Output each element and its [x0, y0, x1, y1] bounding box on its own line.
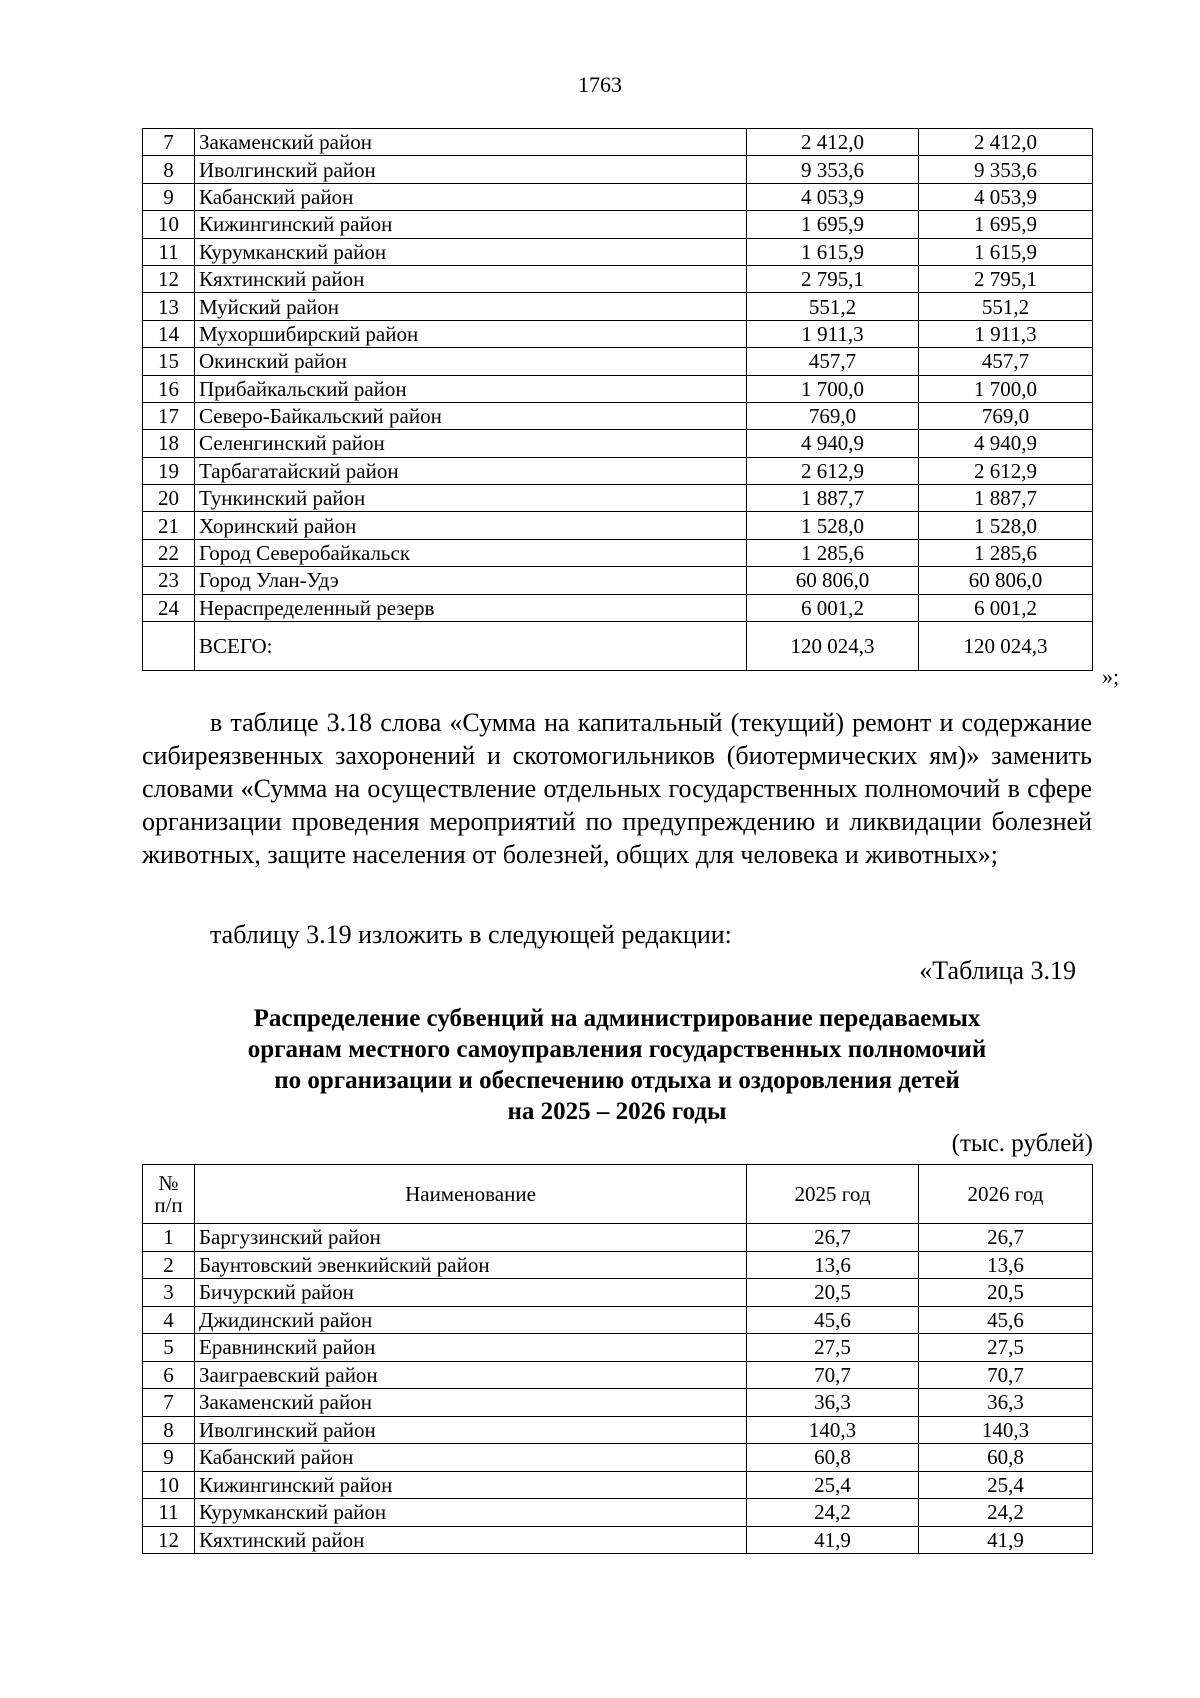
table-row	[143, 129, 1093, 156]
row-number: 19	[143, 457, 195, 484]
district-name: Заиграевский район	[195, 1361, 747, 1389]
value-2026: 551,2	[919, 293, 1093, 320]
table-row	[143, 265, 1093, 292]
district-name: Курумканский район	[195, 238, 747, 265]
table-header-row	[143, 1165, 1093, 1224]
value-2025: 4 940,9	[747, 430, 919, 457]
table-row	[143, 156, 1093, 183]
value-2026: 1 700,0	[919, 375, 1093, 402]
table-title	[142, 1003, 1092, 1127]
row-number: 11	[143, 1499, 195, 1527]
value-2026: 41,9	[919, 1526, 1093, 1554]
district-name: Кабанский район	[195, 183, 747, 210]
row-number: 17	[143, 402, 195, 429]
value-2026: 26,7	[919, 1224, 1093, 1252]
total-row	[143, 622, 1093, 671]
value-2026: 4 940,9	[919, 430, 1093, 457]
value-2025: 140,3	[747, 1416, 919, 1444]
district-name: Бичурский район	[195, 1279, 747, 1307]
district-name: Тарбагатайский район	[195, 457, 747, 484]
district-name: Баунтовский эвенкийский район	[195, 1251, 747, 1279]
table-row	[143, 402, 1093, 429]
value-2025: 2 612,9	[747, 457, 919, 484]
value-2025: 1 695,9	[747, 211, 919, 238]
value-2026: 24,2	[919, 1499, 1093, 1527]
table-row	[143, 183, 1093, 210]
value-2026: 2 612,9	[919, 457, 1093, 484]
row-number: 5	[143, 1334, 195, 1362]
header-num	[143, 1165, 195, 1224]
row-number: 7	[143, 1389, 195, 1417]
row-number: 9	[143, 1444, 195, 1472]
value-2026: 4 053,9	[919, 183, 1093, 210]
value-2025: 9 353,6	[747, 156, 919, 183]
table-row	[143, 1416, 1093, 1444]
district-name: Селенгинский район	[195, 430, 747, 457]
value-2025: 769,0	[747, 402, 919, 429]
table-row	[143, 1361, 1093, 1389]
row-number: 4	[143, 1306, 195, 1334]
value-2025: 13,6	[747, 1251, 919, 1279]
value-2025: 1 911,3	[747, 320, 919, 347]
total-2025: 120 024,3	[747, 622, 919, 671]
value-2026: 9 353,6	[919, 156, 1093, 183]
table-title-line: Распределение субвенций на администрирование передаваемых	[253, 1005, 981, 1032]
table-replacement-paragraph: таблицу 3.19 изложить в следующей редакции:	[210, 920, 732, 949]
value-2025: 4 053,9	[747, 183, 919, 210]
value-2026: 36,3	[919, 1389, 1093, 1417]
value-2026: 1 285,6	[919, 539, 1093, 566]
table-row	[143, 348, 1093, 375]
value-2025: 2 795,1	[747, 265, 919, 292]
value-2025: 1 285,6	[747, 539, 919, 566]
table-row	[143, 211, 1093, 238]
value-2026: 140,3	[919, 1416, 1093, 1444]
district-name: Закаменский район	[195, 1389, 747, 1417]
row-number: 11	[143, 238, 195, 265]
row-number: 21	[143, 512, 195, 539]
row-number: 13	[143, 293, 195, 320]
subvention-distribution-table	[142, 1164, 1093, 1554]
row-number: 14	[143, 320, 195, 347]
row-number: 24	[143, 594, 195, 621]
value-2025: 25,4	[747, 1471, 919, 1499]
value-2025: 1 615,9	[747, 238, 919, 265]
district-name: Хоринский район	[195, 512, 747, 539]
value-2025: 2 412,0	[747, 129, 919, 156]
district-name: Джидинский район	[195, 1306, 747, 1334]
value-2026: 6 001,2	[919, 594, 1093, 621]
amendment-paragraph: в таблице 3.18 слова «Сумма на капитальный (текущий) ремонт и содержание сибиреязвенных захоронений и скотомогильников (биотермических ям)» заменить словами «Сумма на осуществление отдельных государственных полномочий в сфере организации проведения мероприятий по предупреждению и ликвидации болезней животных, защите населения от болезней, общих для человека и животных»;	[142, 708, 1092, 869]
table-row	[143, 1499, 1093, 1527]
header-name: Наименование	[195, 1165, 747, 1224]
value-2025: 41,9	[747, 1526, 919, 1554]
row-number: 9	[143, 183, 195, 210]
value-2026: 1 528,0	[919, 512, 1093, 539]
row-number: 15	[143, 348, 195, 375]
value-2025: 60 806,0	[747, 567, 919, 594]
table-row	[143, 1334, 1093, 1362]
value-2026: 25,4	[919, 1471, 1093, 1499]
value-2025: 36,3	[747, 1389, 919, 1417]
district-name: Город Улан-Удэ	[195, 567, 747, 594]
table-title-line: на 2025 – 2026 годы	[507, 1098, 727, 1125]
value-2025: 1 528,0	[747, 512, 919, 539]
table-row	[143, 320, 1093, 347]
value-2025: 1 887,7	[747, 485, 919, 512]
table-row	[143, 485, 1093, 512]
district-name: Кижингинский район	[195, 1471, 747, 1499]
value-2026: 20,5	[919, 1279, 1093, 1307]
value-2025: 27,5	[747, 1334, 919, 1362]
district-name: Мухоршибирский район	[195, 320, 747, 347]
value-2026: 2 795,1	[919, 265, 1093, 292]
value-2025: 70,7	[747, 1361, 919, 1389]
row-number: 22	[143, 539, 195, 566]
table-title-line: органам местного самоуправления государственных полномочий	[247, 1036, 987, 1063]
value-2025: 457,7	[747, 348, 919, 375]
district-name: Прибайкальский район	[195, 375, 747, 402]
table-row	[143, 238, 1093, 265]
value-2026: 27,5	[919, 1334, 1093, 1362]
district-name: Баргузинский район	[195, 1224, 747, 1252]
table-row	[143, 1306, 1093, 1334]
table-label: «Таблица 3.19	[919, 956, 1076, 985]
row-number: 3	[143, 1279, 195, 1307]
value-2026: 1 911,3	[919, 320, 1093, 347]
header-num-abbrev: п/п	[154, 1193, 183, 1217]
table2-body	[143, 1224, 1093, 1554]
table-row	[143, 1279, 1093, 1307]
value-2026: 45,6	[919, 1306, 1093, 1334]
district-name: Тункинский район	[195, 485, 747, 512]
table-title-line: по организации и обеспечению отдыха и оздоровления детей	[274, 1067, 960, 1094]
row-number: 8	[143, 156, 195, 183]
header-year-2026: 2026 год	[919, 1165, 1093, 1224]
subsidy-table-continued	[142, 128, 1093, 671]
value-2025: 60,8	[747, 1444, 919, 1472]
district-name: Северо-Байкальский район	[195, 402, 747, 429]
row-number: 12	[143, 265, 195, 292]
district-name: Окинский район	[195, 348, 747, 375]
value-2025: 1 700,0	[747, 375, 919, 402]
district-name: Кабанский район	[195, 1444, 747, 1472]
table-row	[143, 1471, 1093, 1499]
district-name: Кяхтинский район	[195, 265, 747, 292]
table-row	[143, 1389, 1093, 1417]
row-number: 23	[143, 567, 195, 594]
district-name: Закаменский район	[195, 129, 747, 156]
value-2026: 60,8	[919, 1444, 1093, 1472]
total-2026: 120 024,3	[919, 622, 1093, 671]
table-row	[143, 375, 1093, 402]
row-number: 16	[143, 375, 195, 402]
table-row	[143, 567, 1093, 594]
value-2026: 457,7	[919, 348, 1093, 375]
table-row	[143, 1526, 1093, 1554]
value-2025: 6 001,2	[747, 594, 919, 621]
district-name: Иволгинский район	[195, 156, 747, 183]
row-number: 10	[143, 211, 195, 238]
header-num-symbol: №	[158, 1171, 179, 1195]
table-row	[143, 1444, 1093, 1472]
row-number: 8	[143, 1416, 195, 1444]
table-row	[143, 539, 1093, 566]
value-2026: 1 887,7	[919, 485, 1093, 512]
table-row	[143, 293, 1093, 320]
table-row	[143, 512, 1093, 539]
value-2025: 551,2	[747, 293, 919, 320]
row-number: 1	[143, 1224, 195, 1252]
value-2025: 20,5	[747, 1279, 919, 1307]
value-2026: 769,0	[919, 402, 1093, 429]
value-2026: 1 615,9	[919, 238, 1093, 265]
district-name: Нераспределенный резерв	[195, 594, 747, 621]
table1-body	[143, 129, 1093, 671]
row-number: 18	[143, 430, 195, 457]
value-2026: 2 412,0	[919, 129, 1093, 156]
district-name: Иволгинский район	[195, 1416, 747, 1444]
district-name: Еравнинский район	[195, 1334, 747, 1362]
district-name: Муйский район	[195, 293, 747, 320]
district-name: Город Северобайкальск	[195, 539, 747, 566]
table-row	[143, 1251, 1093, 1279]
total-label: ВСЕГО:	[195, 622, 747, 671]
value-2026: 1 695,9	[919, 211, 1093, 238]
closing-quote-mark: »;	[1102, 664, 1120, 689]
units-label: (тыс. рублей)	[951, 1130, 1093, 1157]
value-2026: 13,6	[919, 1251, 1093, 1279]
row-number: 6	[143, 1361, 195, 1389]
table-row	[143, 1224, 1093, 1252]
table-row	[143, 594, 1093, 621]
district-name: Кяхтинский район	[195, 1526, 747, 1554]
row-number: 20	[143, 485, 195, 512]
table-row	[143, 430, 1093, 457]
value-2025: 26,7	[747, 1224, 919, 1252]
value-2026: 70,7	[919, 1361, 1093, 1389]
header-year-2025: 2025 год	[747, 1165, 919, 1224]
value-2025: 45,6	[747, 1306, 919, 1334]
row-number: 2	[143, 1251, 195, 1279]
row-number: 7	[143, 129, 195, 156]
page-number: 1763	[578, 72, 622, 97]
district-name: Курумканский район	[195, 1499, 747, 1527]
total-num-cell	[143, 622, 195, 671]
value-2026: 60 806,0	[919, 567, 1093, 594]
table-row	[143, 457, 1093, 484]
row-number: 10	[143, 1471, 195, 1499]
row-number: 12	[143, 1526, 195, 1554]
value-2025: 24,2	[747, 1499, 919, 1527]
district-name: Кижингинский район	[195, 211, 747, 238]
